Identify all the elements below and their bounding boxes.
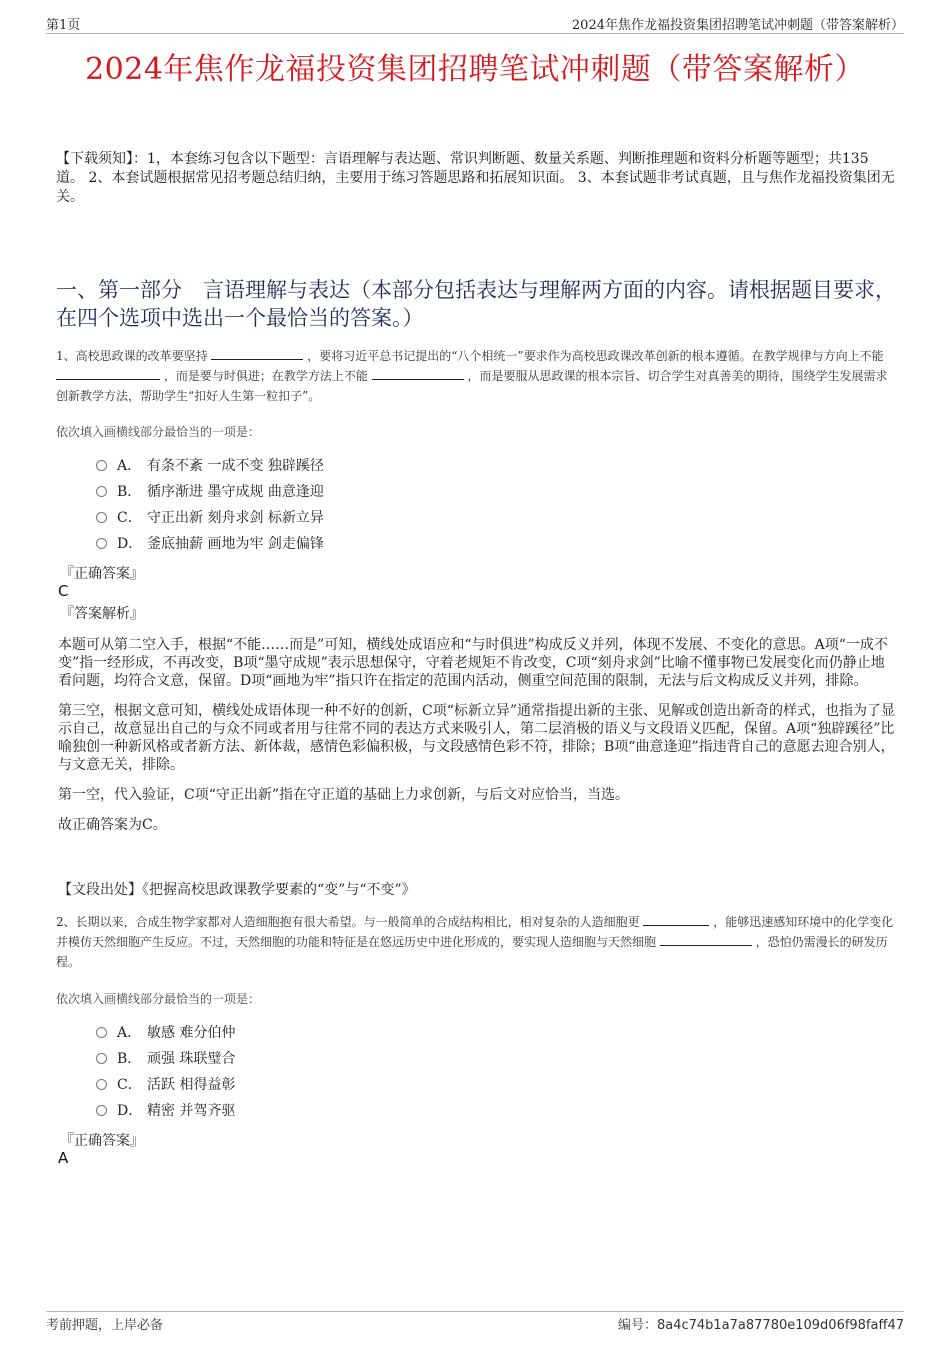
question-2-options	[96, 1020, 235, 1124]
header-divider	[46, 33, 904, 34]
radio-icon[interactable]	[96, 1053, 107, 1064]
question-1-prompt: 依次填入画横线部分最恰当的一项是：	[56, 425, 261, 439]
header-doc-title: 2024年焦作龙福投资集团招聘笔试冲刺题（带答案解析）	[571, 18, 904, 33]
option-text: 守正出新 刻舟求剑 标新立异	[147, 510, 324, 526]
radio-icon[interactable]	[96, 1105, 107, 1116]
analysis-paragraph: 第三空，根据文意可知，横线处成语体现一种不好的创新，C项“标新立异”通常指提出新的主张、见解或创造出新奇的样式，也指为了显示自己，故意显出自己的与众不同或者用与往常不同的表达方式来吸引人，第二层消极的语义与文段语义匹配，保留。A项“独辟蹊径”比喻独创一种新风格或者新方法、新体裁，感情色彩偏积极，与文段感情色彩不符，排除；B项“曲意逢迎”指违背自己的意愿去迎合别人，与文意无关，排除。	[58, 703, 896, 773]
radio-icon[interactable]	[96, 1027, 107, 1038]
option-key: B．	[117, 1051, 142, 1067]
analysis-label: 『答案解析』	[60, 606, 144, 622]
answer-blank	[56, 366, 160, 380]
section-title: 一、第一部分 言语理解与表达（本部分包括表达与理解两方面的内容。请根据题目要求，在四个选项中选出一个最恰当的答案。）	[56, 278, 896, 330]
page-number: 第1页	[46, 18, 81, 33]
answer-value: C	[58, 582, 69, 600]
question-2-prompt: 依次填入画横线部分最恰当的一项是：	[56, 992, 261, 1006]
answer-blank	[643, 912, 709, 926]
analysis-paragraph: 第一空，代入验证，C项“守正出新”指在守正道的基础上力求创新，与后文对应恰当，当选。	[58, 787, 630, 803]
option-b[interactable]	[96, 1046, 235, 1072]
option-c[interactable]	[96, 505, 324, 531]
option-text: 有条不紊 一成不变 独辟蹊径	[147, 458, 324, 474]
footer-code	[618, 1314, 904, 1333]
answer-label: 『正确答案』	[60, 566, 144, 582]
code-label: 编号：	[617, 1318, 657, 1333]
option-key: A．	[117, 458, 142, 474]
option-d[interactable]	[96, 1098, 235, 1124]
page-title: 2024年焦作龙福投资集团招聘笔试冲刺题（带答案解析）	[85, 52, 865, 87]
option-text: 顽强 珠联璧合	[147, 1051, 236, 1067]
option-d[interactable]	[96, 531, 324, 557]
analysis-paragraph: 本题可从第二空入手，根据“不能……而是”可知，横线处成语应和“与时俱进”构成反义并列，体现不发展、不变化的意思。A项“一成不变”指一经形成，不再改变，B项“墨守成规”表示思想保守，守着老规矩不肯改变，C项“刻舟求剑”比喻不懂事物已发展变化而仍静止地看问题，均符合文意，保留。D项“画地为牢”指只许在指定的范围内活动，侧重空间范围的限制，无法与后文构成反义并列，排除。	[58, 637, 888, 689]
footer-divider	[46, 1311, 904, 1312]
q2-text-3: ，恐怕仍需漫长的研发历程。	[56, 935, 888, 969]
analysis-paragraph: 故正确答案为C。	[58, 817, 167, 833]
option-text: 循序渐进 墨守成规 曲意逢迎	[147, 484, 324, 500]
question-2-stem	[56, 912, 899, 972]
option-text: 活跃 相得益彰	[147, 1077, 236, 1093]
q1-text-4: ，而是要服从思政课的根本宗旨、切合学生对真善美的期待，围绕学生发展需求创新教学方法，帮助学生“扣好人生第一粒扣子”。	[56, 369, 888, 403]
option-key: C．	[117, 510, 142, 526]
option-text: 敏感 难分伯仲	[147, 1025, 236, 1041]
answer-blank	[372, 366, 464, 380]
question-1-stem	[56, 346, 899, 406]
code-value: 8a4c74b1a7a87780e109d06f98faff47	[656, 1318, 904, 1333]
q2-text-1: 2、长期以来，合成生物学家都对人造细胞抱有很大希望。与一般简单的合成结构相比，相对复杂的人造细胞更	[56, 915, 640, 929]
footer-slogan: 考前押题，上岸必备	[46, 1318, 164, 1333]
option-key: D．	[117, 1103, 143, 1119]
q2-text-2: ，能够迅速感知环境中的化学变化并模仿天然细胞产生反应。不过，天然细胞的功能和特征是在悠远历史中进化形成的，要实现人造细胞与天然细胞	[56, 915, 894, 949]
answer-blank	[211, 346, 303, 360]
option-text: 釜底抽薪 画地为牢 剑走偏锋	[147, 536, 324, 552]
radio-icon[interactable]	[96, 460, 107, 471]
radio-icon[interactable]	[96, 486, 107, 497]
answer-value: A	[58, 1149, 69, 1167]
page-header	[46, 14, 904, 34]
option-a[interactable]	[96, 453, 324, 479]
answer-analysis	[58, 636, 896, 846]
radio-icon[interactable]	[96, 538, 107, 549]
question-1-options	[96, 453, 324, 557]
option-c[interactable]	[96, 1072, 235, 1098]
q1-text-3: ，而是要与时俱进；在教学方法上不能	[163, 369, 368, 383]
option-key: D．	[117, 536, 143, 552]
option-key: C．	[117, 1077, 142, 1093]
option-key: B．	[117, 484, 142, 500]
q1-text-2: ，要将习近平总书记提出的“八个相统一”要求作为高校思政课改革创新的根本遵循。在教学规律与方向上不能	[307, 349, 884, 363]
answer-label: 『正确答案』	[60, 1133, 144, 1149]
answer-blank	[660, 932, 752, 946]
option-a[interactable]	[96, 1020, 235, 1046]
download-notice: 【下载须知】：1，本套练习包含以下题型：言语理解与表达题、常识判断题、数量关系题、判断推理题和资料分析题等题型；共135道。 2、本套试题根据常见招考题总结归纳，主要用于练习答题思路和拓展知识面。 3、本套试题非考试真题，且与焦作龙福投资集团无关。	[56, 151, 895, 205]
q1-text-1: 1、高校思政课的改革要坚持	[56, 349, 208, 363]
radio-icon[interactable]	[96, 512, 107, 523]
text-source: 【文段出处】《把握高校思政课教学要素的“变”与“不变”》	[58, 882, 416, 898]
option-text: 精密 并驾齐驱	[147, 1103, 236, 1119]
radio-icon[interactable]	[96, 1079, 107, 1090]
option-key: A．	[117, 1025, 142, 1041]
page-footer	[46, 1314, 904, 1332]
option-b[interactable]	[96, 479, 324, 505]
